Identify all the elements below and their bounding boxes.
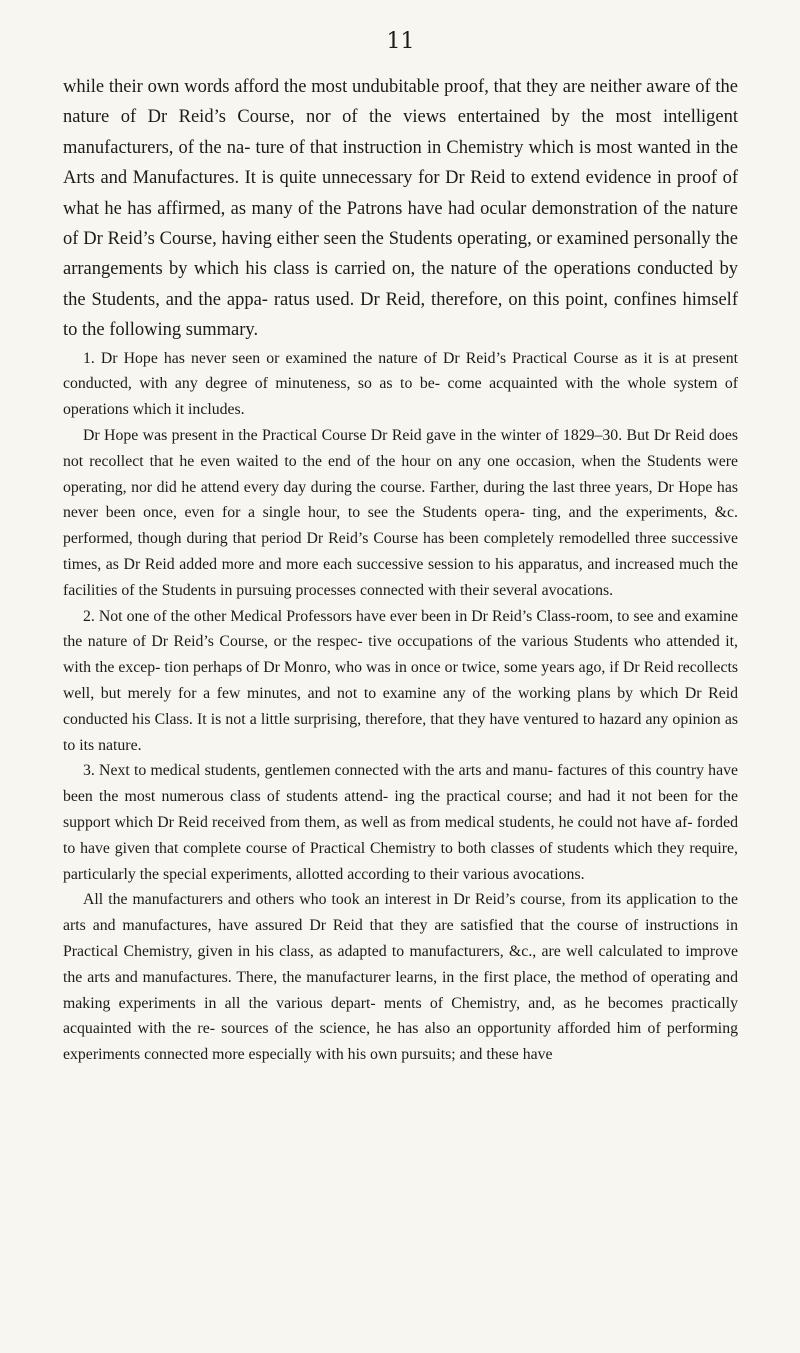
paragraph-3: 2. Not one of the other Medical Professors have ever been in Dr Reid’s Class-room, to see and examine the nature of Dr Reid’s Course, or the respec- tive occupations of the various Students who attended it, with the excep- tion perhaps of Dr Monro, who was in once or twice, some years ago, if Dr Reid recollects well, but merely for a few minutes, and not to examine any of the working plans by which Dr Reid conducted his Class. It is not a little surprising, therefore, that they have ventured to hazard any opinion as to its nature. bbox=[63, 607, 738, 754]
lead-paragraph: while their own words afford the most undubitable proof, that they are neither aware of the nature of Dr Reid’s Course, nor of the views entertained by the most intelligent manufacturers, of the na- ture of that instruction in Chemistry which is most wanted in the Arts and Manufactures. It is quite unnecessary for Dr Reid to extend evidence in proof of what he has affirmed, as many of the Patrons have had ocular demonstration of the nature of Dr Reid’s Course, having either seen the Students operating, or examined personally the arrangements by which his class is carried on, the nature of the operations conducted by the Students, and the appa- ratus used. Dr Reid, therefore, on this point, confines himself to the following summary. bbox=[63, 77, 738, 341]
paragraph-5: All the manufacturers and others who took an interest in Dr Reid’s course, from its application to the arts and manufactures, have assured Dr Reid that they are satisfied that the course of instructions in Practical Chemistry, given in his class, as adapted to manufacturers, &c., are well calculated to improve the arts and manufactures. There, the manufacturer learns, in the first place, the method of operating and making experiments in all the various depart- ments of Chemistry, and, as he becomes practically acquainted with the re- sources of the science, he has also an opportunity afforded him of performing experiments connected more especially with his own pursuits; and these have bbox=[63, 891, 738, 1064]
paragraph-4: 3. Next to medical students, gentlemen connected with the arts and manu- factures of this country have been the most numerous class of students attend- ing the practical course; and had it not been for the support which Dr Reid received from them, as well as from medical students, he could not have af- forded to have given that complete course of Practical Chemistry to both classes of students which they require, particularly the special experiments, allotted according to their various avocations. bbox=[63, 762, 738, 883]
paragraph-1: 1. Dr Hope has never seen or examined the nature of Dr Reid’s Practical Course as it is at present conducted, with any degree of minuteness, so as to be- come acquainted with the whole system of operations which it includes. bbox=[63, 349, 738, 419]
document-page bbox=[63, 28, 738, 1068]
page-number: 11 bbox=[386, 29, 415, 54]
paragraph-2: Dr Hope was present in the Practical Course Dr Reid gave in the winter of 1829–30. But Dr Reid does not recollect that he even waited to the end of the hour on any one occasion, when the Students were operating, nor did he attend every day during the course. Farther, during the last three years, Dr Hope has never been once, even for a single hour, to see the Students opera- ting, and the experiments, &c. performed, though during that period Dr Reid’s Course has been completely remodelled three successive times, as Dr Reid added more and more each successive session to his apparatus, and increased much the facilities of the Students in pursuing processes connected with their several avocations. bbox=[63, 427, 738, 599]
